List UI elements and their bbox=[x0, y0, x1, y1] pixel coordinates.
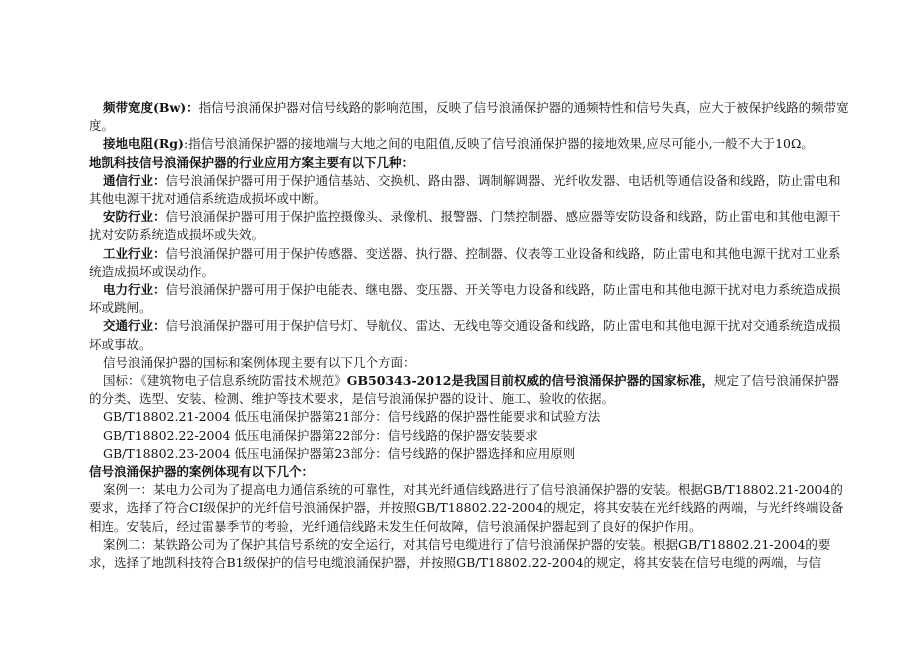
term-bandwidth: 频带宽度(Bw)： bbox=[103, 100, 199, 115]
term-industry: 安防行业： bbox=[103, 209, 166, 225]
paragraph-industry-industrial bbox=[89, 245, 849, 281]
heading-industry-solutions: 地凯科技信号浪涌保护器的行业应用方案主要有以下几种： bbox=[89, 154, 415, 170]
heading-cases: 信号浪涌保护器的案例体现有以下几个： bbox=[89, 464, 315, 480]
paragraph-national-standard bbox=[89, 372, 849, 408]
text-industry: 信号浪涌保护器可用于保护通信基站、交换机、路由器、调制解调器、光纤收发器、电话机等通信设备和线路，防止雷电和其他电源干扰对通信系统造成损坏或中断。 bbox=[89, 172, 841, 207]
text-industry: 信号浪涌保护器可用于保护信号灯、导航仪、雷达、无线电等交通设备和线路，防止雷电和其他电源干扰对交通系统造成损坏或事故。 bbox=[89, 318, 841, 352]
paragraph-standards-intro: 信号浪涌保护器的国标和案例体现主要有以下几个方面： bbox=[103, 354, 416, 370]
standard-bold: GB50343-2012是我国目前权威的信号浪涌保护器的国家标准， bbox=[346, 373, 714, 389]
text-industry: 信号浪涌保护器可用于保护电能表、继电器、变压器、开关等电力设备和线路，防止雷电和其他电源干扰对电力系统造成损坏或跳闸。 bbox=[89, 282, 841, 316]
term-ground-resistance: 接地电阻(Rg) bbox=[103, 136, 184, 152]
standard-suffix: 规定了信号浪涌保护器的分类、选型、安装、检测、维护等技术要求，是信号浪涌保护器的设计、施工、验收的依据。 bbox=[89, 373, 839, 407]
paragraph-industry-transport bbox=[89, 317, 849, 353]
gb-standard-item: GB/T18802.21-2004 低压电涌保护器第21部分：信号线路的保护器性能要求和试验方法 bbox=[103, 409, 601, 425]
paragraph-case-two: 案例二：某铁路公司为了保护其信号系统的安全运行，对其信号电缆进行了信号浪涌保护器的安装。根据GB/T18802.21-2004的要求，选择了地凯科技符合B1级保护的信号电缆浪涌保护器，并按照GB/T18802.22-2004的规定，将其安装在信号电缆的两端，与信 bbox=[89, 536, 831, 571]
paragraph-bandwidth bbox=[89, 99, 849, 135]
text-bandwidth: 指信号浪涌保护器对信号线路的影响范围，反映了信号浪涌保护器的通频特性和信号失真，应大于被保护线路的频带宽度。 bbox=[89, 100, 849, 134]
gb-standard-item: GB/T18802.22-2004 低压电涌保护器第22部分：信号线路的保护器安装要求 bbox=[103, 427, 538, 443]
paragraph-ground-resistance bbox=[89, 135, 849, 153]
document-body bbox=[89, 99, 849, 572]
paragraph-industry-power bbox=[89, 281, 849, 317]
text-industry: 信号浪涌保护器可用于保护传感器、变送器、执行器、控制器、仪表等工业设备和线路，防止雷电和其他电源干扰对工业系统造成损坏或误动作。 bbox=[89, 245, 841, 279]
term-industry: 工业行业： bbox=[103, 245, 166, 261]
term-industry: 交通行业： bbox=[103, 318, 166, 334]
term-industry: 通信行业： bbox=[103, 172, 166, 188]
gb-standard-item: GB/T18802.23-2004 低压电涌保护器第23部分：信号线路的保护器选择和应用原则 bbox=[103, 445, 576, 461]
standard-prefix: 国标：《建筑物电子信息系统防雷技术规范》 bbox=[103, 373, 347, 389]
text-ground-resistance: :指信号浪涌保护器的接地端与大地之间的电阻值,反映了信号浪涌保护器的接地效果,应尽可能小,一般不大于10Ω。 bbox=[183, 136, 814, 152]
text-industry: 信号浪涌保护器可用于保护监控摄像头、录像机、报警器、门禁控制器、感应器等安防设备和线路，防止雷电和其他电源干扰对安防系统造成损坏或失效。 bbox=[89, 209, 841, 243]
paragraph-industry-telecom bbox=[89, 172, 849, 208]
paragraph-industry-security bbox=[89, 208, 849, 244]
term-industry: 电力行业： bbox=[103, 282, 166, 298]
paragraph-case-one: 案例一：某电力公司为了提高电力通信系统的可靠性，对其光纤通信线路进行了信号浪涌保护器的安装。根据GB/T18802.21-2004的要求，选择了符合CI级保护的光纤信号浪涌保护器，并按照GB/T18802.22-2004的规定，将其安装在光纤线路的两端，与光纤终端设备相连。安装后，经过雷暴季节的考验，光纤通信线路未发生任何故障，信号浪涌保护器起到了良好的保护作用。 bbox=[89, 482, 844, 534]
